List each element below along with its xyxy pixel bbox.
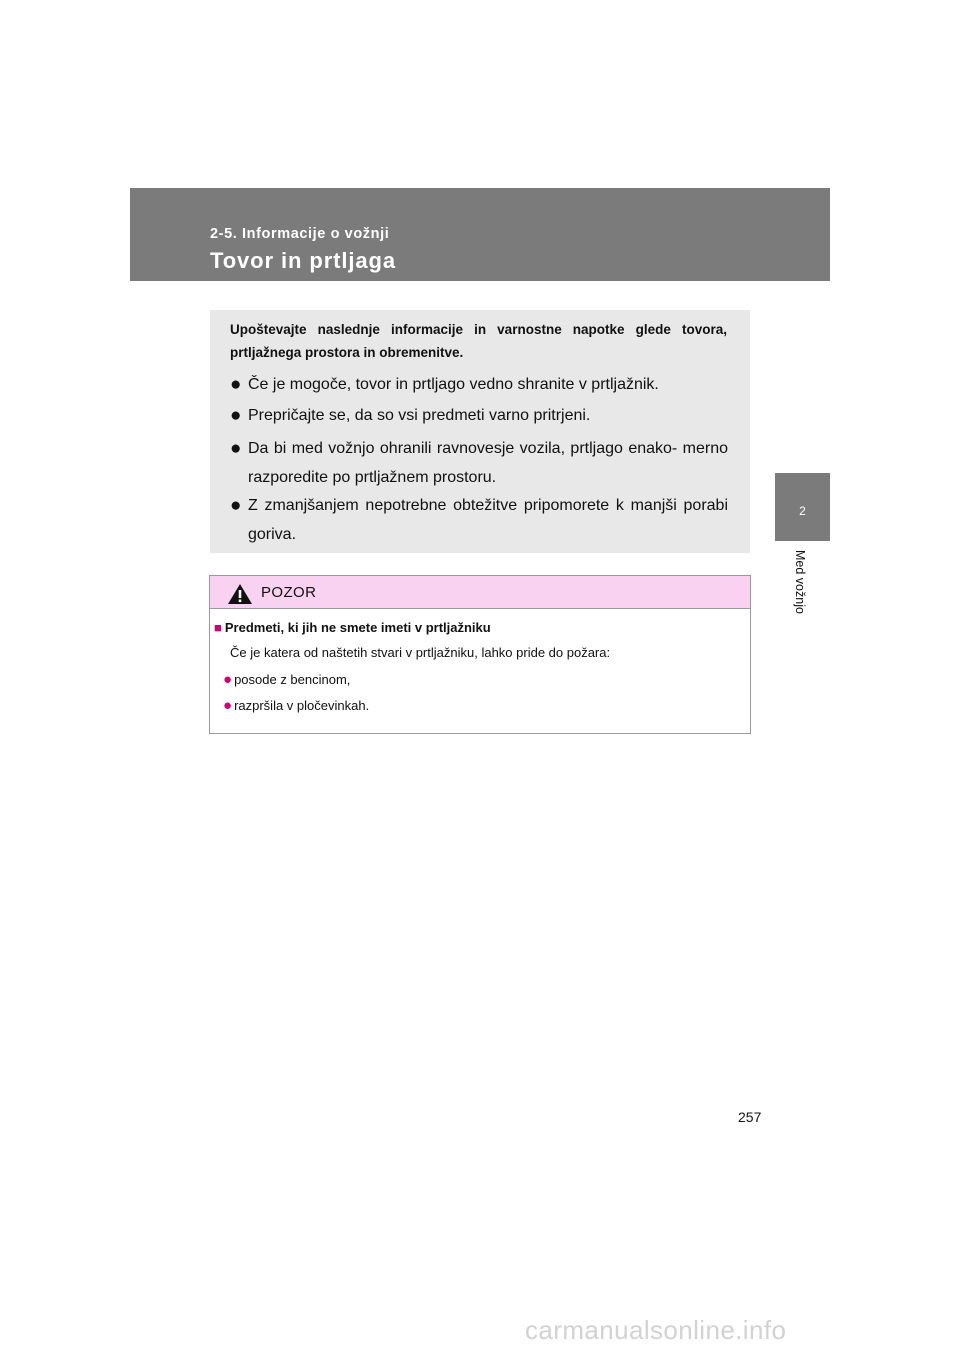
- warning-title: POZOR: [261, 584, 317, 601]
- intro-bullet: [230, 370, 728, 399]
- bullet-icon: ●: [230, 405, 242, 426]
- warning-subheading-text: Predmeti, ki jih ne smete imeti v prtljažniku: [224, 620, 491, 635]
- page-title: Tovor in prtljaga: [210, 248, 397, 273]
- square-marker-icon: ■: [214, 620, 222, 635]
- watermark: carmanualsonline.info: [525, 1315, 787, 1345]
- warning-item-text: razpršila v pločevinkah.: [234, 698, 370, 713]
- bullet-text: Z zmanjšanjem nepotrebne obtežitve pripomorete k manjši porabi goriva.: [248, 497, 728, 543]
- bullet-text: Če je mogoče, tovor in prtljago vedno shranite v prtljažnik.: [248, 376, 659, 393]
- bullet-text: Prepričajte se, da so vsi predmeti varno pritrjeni.: [248, 407, 591, 424]
- warning-triangle-icon: [227, 583, 253, 610]
- bullet-icon: ●: [223, 671, 233, 688]
- chapter-number: 2: [799, 504, 806, 518]
- bullet-text: Da bi med vožnjo ohranili ravnovesje vozila, prtljago enako- merno razporedite po prtljažnem prostoru.: [248, 440, 728, 486]
- chapter-tab: [775, 473, 830, 541]
- warning-header: [210, 576, 750, 609]
- intro-text: Upoštevajte naslednje informacije in varnostne napotke glede tovora, prtljažnega prostora in obremenitve.: [230, 322, 727, 360]
- header-band: [130, 188, 830, 281]
- chapter-label: Med vožnjo: [793, 550, 807, 614]
- bullet-icon: ●: [230, 495, 242, 516]
- intro-box: [210, 310, 750, 553]
- warning-item-text: posode z bencinom,: [234, 672, 351, 687]
- bullet-icon: ●: [230, 438, 242, 459]
- warning-body: Če je katera od naštetih stvari v prtljažniku, lahko pride do požara:: [230, 645, 611, 660]
- intro-bullet: [230, 434, 728, 492]
- section-label: 2-5. Informacije o vožnji: [210, 226, 390, 242]
- warning-subheading: [214, 620, 491, 635]
- intro-bullet: [230, 401, 728, 430]
- intro-bullet: [230, 491, 728, 549]
- warning-item: [223, 697, 369, 714]
- warning-box: [209, 575, 751, 734]
- bullet-icon: ●: [230, 374, 242, 395]
- warning-item: [223, 671, 350, 688]
- bullet-icon: ●: [223, 697, 233, 714]
- page-number: 257: [738, 1109, 762, 1125]
